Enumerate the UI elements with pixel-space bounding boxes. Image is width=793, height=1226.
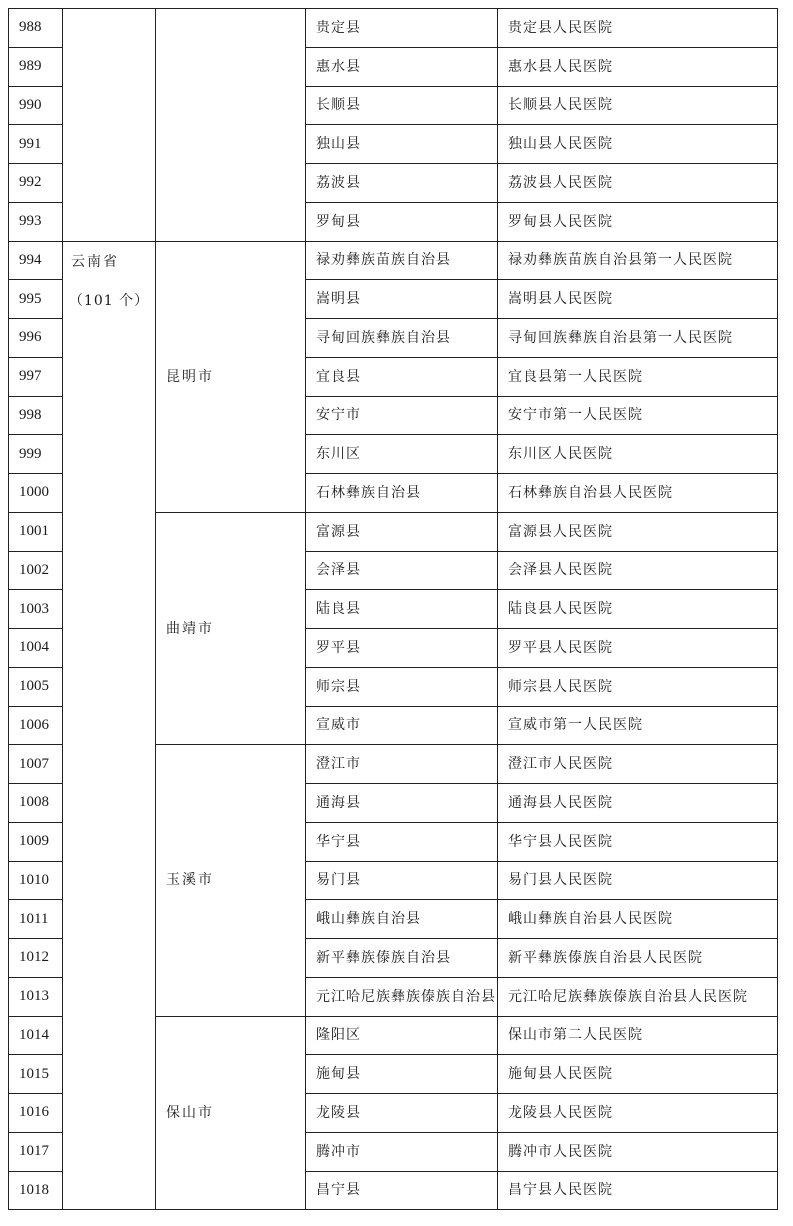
- row-number: 990: [9, 86, 63, 125]
- hospital-cell: 昌宁县人民医院: [498, 1171, 778, 1210]
- row-number: 994: [9, 241, 63, 280]
- hospital-cell: 惠水县人民医院: [498, 47, 778, 86]
- county-cell: 惠水县: [306, 47, 498, 86]
- province-cell-continued: [63, 9, 156, 242]
- row-number: 1017: [9, 1132, 63, 1171]
- county-cell: 易门县: [306, 861, 498, 900]
- row-number: 1003: [9, 590, 63, 629]
- row-number: 1009: [9, 822, 63, 861]
- hospital-cell: 施甸县人民医院: [498, 1055, 778, 1094]
- county-cell: 罗平县: [306, 629, 498, 668]
- row-number: 1007: [9, 745, 63, 784]
- county-cell: 安宁市: [306, 396, 498, 435]
- row-number: 999: [9, 435, 63, 474]
- hospital-cell: 禄劝彝族苗族自治县第一人民医院: [498, 241, 778, 280]
- county-cell: 贵定县: [306, 9, 498, 48]
- city-cell: 保山市: [156, 1016, 306, 1210]
- county-cell: 师宗县: [306, 667, 498, 706]
- row-number: 1015: [9, 1055, 63, 1094]
- hospital-cell: 澄江市人民医院: [498, 745, 778, 784]
- table-row: [9, 241, 778, 280]
- hospital-cell: 罗甸县人民医院: [498, 202, 778, 241]
- county-cell: 长顺县: [306, 86, 498, 125]
- row-number: 1014: [9, 1016, 63, 1055]
- county-cell: 元江哈尼族彝族傣族自治县: [306, 977, 498, 1016]
- hospital-cell: 嵩明县人民医院: [498, 280, 778, 319]
- row-number: 1006: [9, 706, 63, 745]
- hospital-cell: 会泽县人民医院: [498, 551, 778, 590]
- row-number: 989: [9, 47, 63, 86]
- hospital-cell: 通海县人民医院: [498, 784, 778, 823]
- row-number: 1008: [9, 784, 63, 823]
- county-cell: 富源县: [306, 512, 498, 551]
- row-number: 1018: [9, 1171, 63, 1210]
- county-cell: 宜良县: [306, 357, 498, 396]
- hospital-cell: 保山市第二人民医院: [498, 1016, 778, 1055]
- hospital-table: [8, 8, 778, 1210]
- hospital-cell: 新平彝族傣族自治县人民医院: [498, 939, 778, 978]
- hospital-cell: 元江哈尼族彝族傣族自治县人民医院: [498, 977, 778, 1016]
- county-cell: 宣威市: [306, 706, 498, 745]
- county-cell: 隆阳区: [306, 1016, 498, 1055]
- row-number: 991: [9, 125, 63, 164]
- hospital-cell: 富源县人民医院: [498, 512, 778, 551]
- table-row: [9, 9, 778, 48]
- county-cell: 昌宁县: [306, 1171, 498, 1210]
- row-number: 1016: [9, 1094, 63, 1133]
- hospital-cell: 安宁市第一人民医院: [498, 396, 778, 435]
- city-cell-continued: [156, 9, 306, 242]
- county-cell: 施甸县: [306, 1055, 498, 1094]
- row-number: 1013: [9, 977, 63, 1016]
- hospital-cell: 宜良县第一人民医院: [498, 357, 778, 396]
- hospital-cell: 贵定县人民医院: [498, 9, 778, 48]
- hospital-cell: 易门县人民医院: [498, 861, 778, 900]
- county-cell: 独山县: [306, 125, 498, 164]
- hospital-cell: 长顺县人民医院: [498, 86, 778, 125]
- hospital-cell: 寻甸回族彝族自治县第一人民医院: [498, 319, 778, 358]
- county-cell: 通海县: [306, 784, 498, 823]
- hospital-cell: 腾冲市人民医院: [498, 1132, 778, 1171]
- hospital-cell: 石林彝族自治县人民医院: [498, 474, 778, 513]
- hospital-cell: 独山县人民医院: [498, 125, 778, 164]
- row-number: 1010: [9, 861, 63, 900]
- city-cell: 曲靖市: [156, 512, 306, 745]
- county-cell: 陆良县: [306, 590, 498, 629]
- county-cell: 嵩明县: [306, 280, 498, 319]
- hospital-cell: 宣威市第一人民医院: [498, 706, 778, 745]
- hospital-cell: 华宁县人民医院: [498, 822, 778, 861]
- row-number: 1002: [9, 551, 63, 590]
- county-cell: 寻甸回族彝族自治县: [306, 319, 498, 358]
- hospital-cell: 罗平县人民医院: [498, 629, 778, 668]
- row-number: 1000: [9, 474, 63, 513]
- row-number: 998: [9, 396, 63, 435]
- county-cell: 华宁县: [306, 822, 498, 861]
- row-number: 995: [9, 280, 63, 319]
- hospital-cell: 峨山彝族自治县人民医院: [498, 900, 778, 939]
- county-cell: 会泽县: [306, 551, 498, 590]
- province-count: （101 个）: [68, 292, 150, 309]
- row-number: 993: [9, 202, 63, 241]
- row-number: 1004: [9, 629, 63, 668]
- province-cell: [63, 241, 156, 1210]
- hospital-cell: 陆良县人民医院: [498, 590, 778, 629]
- county-cell: 禄劝彝族苗族自治县: [306, 241, 498, 280]
- county-cell: 澄江市: [306, 745, 498, 784]
- row-number: 996: [9, 319, 63, 358]
- county-cell: 腾冲市: [306, 1132, 498, 1171]
- row-number: 1005: [9, 667, 63, 706]
- row-number: 997: [9, 357, 63, 396]
- county-cell: 峨山彝族自治县: [306, 900, 498, 939]
- county-cell: 罗甸县: [306, 202, 498, 241]
- city-cell: 玉溪市: [156, 745, 306, 1016]
- hospital-cell: 师宗县人民医院: [498, 667, 778, 706]
- row-number: 1001: [9, 512, 63, 551]
- row-number: 988: [9, 9, 63, 48]
- hospital-cell: 荔波县人民医院: [498, 164, 778, 203]
- county-cell: 东川区: [306, 435, 498, 474]
- row-number: 1011: [9, 900, 63, 939]
- hospital-cell: 龙陵县人民医院: [498, 1094, 778, 1133]
- province-name: 云南省: [71, 253, 119, 270]
- row-number: 1012: [9, 939, 63, 978]
- city-cell: 昆明市: [156, 241, 306, 512]
- county-cell: 龙陵县: [306, 1094, 498, 1133]
- county-cell: 石林彝族自治县: [306, 474, 498, 513]
- row-number: 992: [9, 164, 63, 203]
- county-cell: 荔波县: [306, 164, 498, 203]
- hospital-cell: 东川区人民医院: [498, 435, 778, 474]
- county-cell: 新平彝族傣族自治县: [306, 939, 498, 978]
